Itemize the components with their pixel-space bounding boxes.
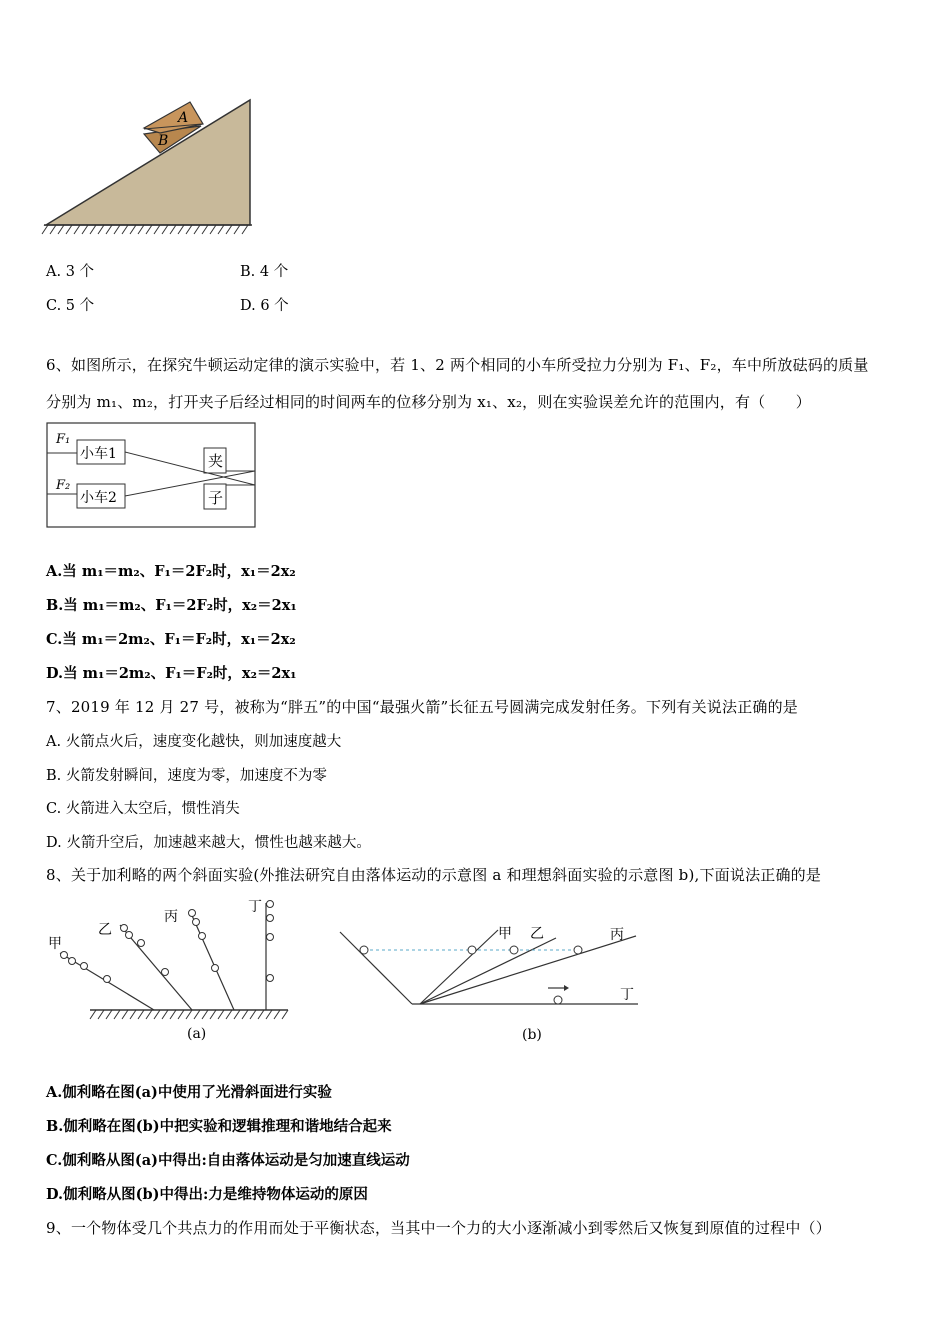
q9-stem: 9、一个物体受几个共点力的作用而处于平衡状态，当其中一个力的大小逐渐减小到零然后又恢复到原值的过程中（） xyxy=(46,1219,831,1237)
galileo-figure-b xyxy=(336,912,646,1047)
fig-b-label-ding: 丁 xyxy=(620,987,634,1003)
fig-a-label-jia: 甲 xyxy=(48,936,62,952)
galileo-figure-a xyxy=(44,895,294,1045)
cart-experiment-figure xyxy=(46,422,258,530)
incline-figure xyxy=(40,92,260,242)
q8-option-d: D.伽利略从图(b)中得出:力是维持物体运动的原因 xyxy=(46,1186,368,1203)
fig-b-label-bing: 丙 xyxy=(610,927,624,943)
q8-option-b: B.伽利略在图(b)中把实验和逻辑推理和谐地结合起来 xyxy=(46,1118,392,1135)
q5-option-d: D. 6 个 xyxy=(240,298,289,314)
clip-bottom-label: 子 xyxy=(208,489,224,507)
q7-option-a: A. 火箭点火后，速度变化越快，则加速度越大 xyxy=(46,734,342,750)
fig-a-label-yi: 乙 xyxy=(98,922,112,938)
fig-a-label-bing: 丙 xyxy=(164,909,178,925)
q6-option-b: B.当 m₁＝m₂、F₁＝2F₂时，x₂＝2x₁ xyxy=(46,597,297,614)
cart-1-label: 小车1 xyxy=(80,446,117,462)
fig-b-label-jia: 甲 xyxy=(498,926,512,942)
q6-option-d: D.当 m₁＝2m₂、F₁＝F₂时，x₂＝2x₁ xyxy=(46,665,297,682)
q7-stem: 7、2019 年 12 月 27 号，被称为“胖五”的中国“最强火箭”长征五号圆满完成发射任务。下列有关说法正确的是 xyxy=(46,698,799,716)
q8-option-a: A.伽利略在图(a)中使用了光滑斜面进行实验 xyxy=(46,1084,332,1101)
fig-a-caption: (a) xyxy=(187,1026,207,1042)
incline-bing xyxy=(420,936,636,1004)
q8-option-c: C.伽利略从图(a)中得出:自由落体运动是匀加速直线运动 xyxy=(46,1152,410,1169)
fig-b-label-yi: 乙 xyxy=(530,926,544,942)
f2-label: F₂ xyxy=(56,478,71,493)
left-incline xyxy=(340,932,412,1004)
block-b-label: B xyxy=(158,133,169,149)
incline-jia xyxy=(420,930,498,1004)
q8-stem: 8、关于加利略的两个斜面实验(外推法研究自由落体运动的示意图 a 和理想斜面实验的示意图 b),下面说法正确的是 xyxy=(46,866,822,884)
cart-2-label: 小车2 xyxy=(80,490,117,506)
q5-option-c: C. 5 个 xyxy=(46,298,95,314)
q7-option-b: B. 火箭发射瞬间，速度为零，加速度不为零 xyxy=(46,768,327,784)
fig-b-caption: (b) xyxy=(522,1027,542,1043)
q5-option-b: B. 4 个 xyxy=(240,264,289,280)
fig-a-label-ding: 丁 xyxy=(248,899,262,915)
figure-frame xyxy=(47,423,255,527)
q7-option-d: D. 火箭升空后，加速越来越大，惯性也越来越大。 xyxy=(46,835,371,851)
q6-stem-line1: 6、如图所示，在探究牛顿运动定律的演示实验中，若 1、2 两个相同的小车所受拉力分别为 F₁、F₂，车中所放砝码的质量 xyxy=(46,356,869,374)
incline-yi xyxy=(420,938,556,1004)
q6-stem-line2: 分别为 m₁、m₂，打开夹子后经过相同的时间两车的位移分别为 x₁、x₂，则在实验误差允许的范围内，有（ ） xyxy=(46,393,811,411)
block-a-label: A xyxy=(178,110,189,126)
f1-label: F₁ xyxy=(56,432,71,447)
ground-hatching xyxy=(42,225,248,234)
q6-option-a: A.当 m₁＝m₂、F₁＝2F₂时，x₁＝2x₂ xyxy=(46,563,296,580)
q6-option-c: C.当 m₁＝2m₂、F₁＝F₂时，x₁＝2x₂ xyxy=(46,631,296,648)
q5-option-a: A. 3 个 xyxy=(46,264,95,280)
incline-wedge xyxy=(46,100,250,225)
q7-option-c: C. 火箭进入太空后，惯性消失 xyxy=(46,801,240,817)
clip-top-label: 夹 xyxy=(208,452,224,470)
